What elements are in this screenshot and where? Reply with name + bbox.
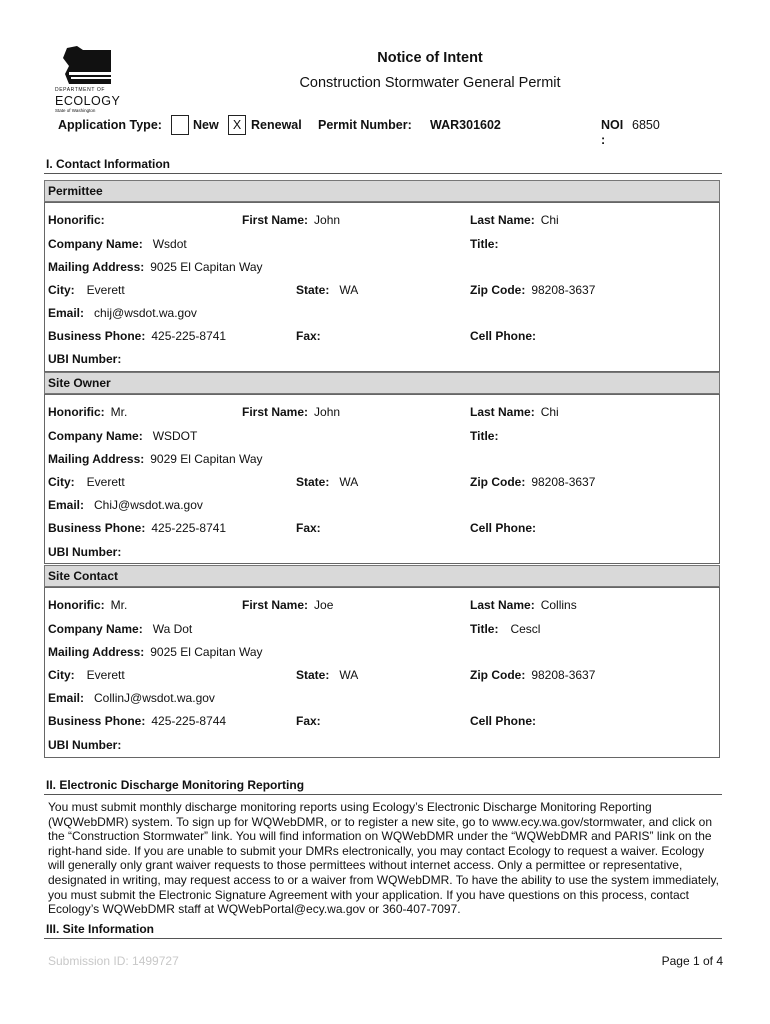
owner-honorific-row: Honorific: Mr. <box>48 405 128 419</box>
permittee-phone-row: Business Phone: 425-225-8741 <box>48 329 227 343</box>
owner-phone-row: Business Phone: 425-225-8741 <box>48 521 227 535</box>
section-divider <box>44 173 722 174</box>
permittee-address-row: Mailing Address: 9025 El Capitan Way <box>48 260 263 274</box>
site-contact-box <box>44 587 720 758</box>
new-label: New <box>193 118 219 132</box>
contact-zip-row: Zip Code: 98208-3637 <box>470 668 596 682</box>
noi-colon: : <box>601 133 606 147</box>
permittee-email-row: Email: chij@wsdot.wa.gov <box>48 306 197 320</box>
owner-company-row: Company Name: WSDOT <box>48 429 198 443</box>
owner-first-name-row: First Name: John <box>242 405 341 419</box>
owner-fax-row: Fax: <box>296 521 321 535</box>
contact-address-row: Mailing Address: 9025 El Capitan Way <box>48 645 263 659</box>
site-contact-heading: Site Contact <box>44 565 720 587</box>
owner-zip-row: Zip Code: 98208-3637 <box>470 475 596 489</box>
edmr-paragraph: You must submit monthly discharge monitoring reports using Ecology’s Electronic Discharge Monitoring Reporting (WQWebDMR) system. To sign up for WQWebDMR, or to register a new site, go to www.ecy.wa.gov/stormwater, and click on the “Construction Stormwater” link. You will find information on WQWebDMR under the “WQWebDMR and PARIS” link on the right-hand side. If you are unable to submit your DMRs electronically, you may contact Ecology to request a waiver. Ecology will generally only grant waiver requests to those permittees without internet access. Only a permittee or representative, designated in writing, may request access to or a waiver from WQWebDMR. To have the ability to use the system immediately, you must submit the Electronic Signature Agreement with your application. If you have questions on this process, contact Ecology’s WQWebDMR staff at WQWebPortal@ecy.wa.gov or 360-407-7097. <box>48 800 719 917</box>
noi-label: NOI <box>601 118 624 132</box>
contact-company-row: Company Name: Wa Dot <box>48 622 193 636</box>
permittee-honorific-row: Honorific: <box>48 213 105 227</box>
logo-department-text: DEPARTMENT OF <box>55 87 106 93</box>
contact-city-row: City: Everett <box>48 668 125 682</box>
renewal-label: Renewal <box>251 118 302 132</box>
section-site-information-title: III. Site Information <box>46 922 155 936</box>
contact-title-row: Title: Cescl <box>470 622 541 636</box>
permittee-last-name-row: Last Name: Chi <box>470 213 559 227</box>
application-type-label: Application Type: <box>58 118 162 132</box>
owner-email-row: Email: ChiJ@wsdot.wa.gov <box>48 498 203 512</box>
permittee-city-row: City: Everett <box>48 283 125 297</box>
contact-last-name-row: Last Name: Collins <box>470 598 577 612</box>
form-title: Notice of Intent <box>377 50 483 66</box>
site-owner-heading: Site Owner <box>44 372 720 394</box>
owner-address-row: Mailing Address: 9029 El Capitan Way <box>48 452 263 466</box>
permittee-title-row: Title: <box>470 237 499 251</box>
owner-title-row: Title: <box>470 429 499 443</box>
section-divider <box>44 938 722 939</box>
new-checkbox[interactable] <box>171 115 189 135</box>
owner-state-row: State: WA <box>296 475 359 489</box>
page-number: Page 1 of 4 <box>661 954 723 968</box>
submission-id: Submission ID: 1499727 <box>48 954 179 968</box>
owner-cell-row: Cell Phone: <box>470 521 537 535</box>
logo-state-text: State of Washington <box>55 108 96 113</box>
renewal-checkbox[interactable]: X <box>228 115 246 135</box>
section-divider <box>44 794 722 795</box>
logo-ecology-text: ECOLOGY <box>55 94 121 108</box>
permit-number-label: Permit Number: <box>318 118 412 132</box>
permittee-company-row: Company Name: Wsdot <box>48 237 187 251</box>
section-edmr-title: II. Electronic Discharge Monitoring Reporting <box>46 778 305 792</box>
contact-state-row: State: WA <box>296 668 359 682</box>
form-subtitle: Construction Stormwater General Permit <box>299 75 561 91</box>
contact-phone-row: Business Phone: 425-225-8744 <box>48 714 227 728</box>
owner-last-name-row: Last Name: Chi <box>470 405 559 419</box>
permittee-box <box>44 202 720 372</box>
permittee-heading: Permittee <box>44 180 720 202</box>
contact-honorific-row: Honorific: Mr. <box>48 598 128 612</box>
noi-value: 6850 <box>632 118 660 132</box>
owner-city-row: City: Everett <box>48 475 125 489</box>
permittee-ubi-row: UBI Number: <box>48 352 122 366</box>
permittee-cell-row: Cell Phone: <box>470 329 537 343</box>
contact-first-name-row: First Name: Joe <box>242 598 334 612</box>
section-contact-information-title: I. Contact Information <box>46 157 170 171</box>
permittee-fax-row: Fax: <box>296 329 321 343</box>
permittee-zip-row: Zip Code: 98208-3637 <box>470 283 596 297</box>
permittee-first-name-row: First Name: John <box>242 213 341 227</box>
contact-cell-row: Cell Phone: <box>470 714 537 728</box>
contact-email-row: Email: CollinJ@wsdot.wa.gov <box>48 691 215 705</box>
permit-number-value: WAR301602 <box>430 118 501 132</box>
site-owner-box <box>44 394 720 564</box>
contact-fax-row: Fax: <box>296 714 321 728</box>
permittee-state-row: State: WA <box>296 283 359 297</box>
owner-ubi-row: UBI Number: <box>48 545 122 559</box>
contact-ubi-row: UBI Number: <box>48 738 122 752</box>
